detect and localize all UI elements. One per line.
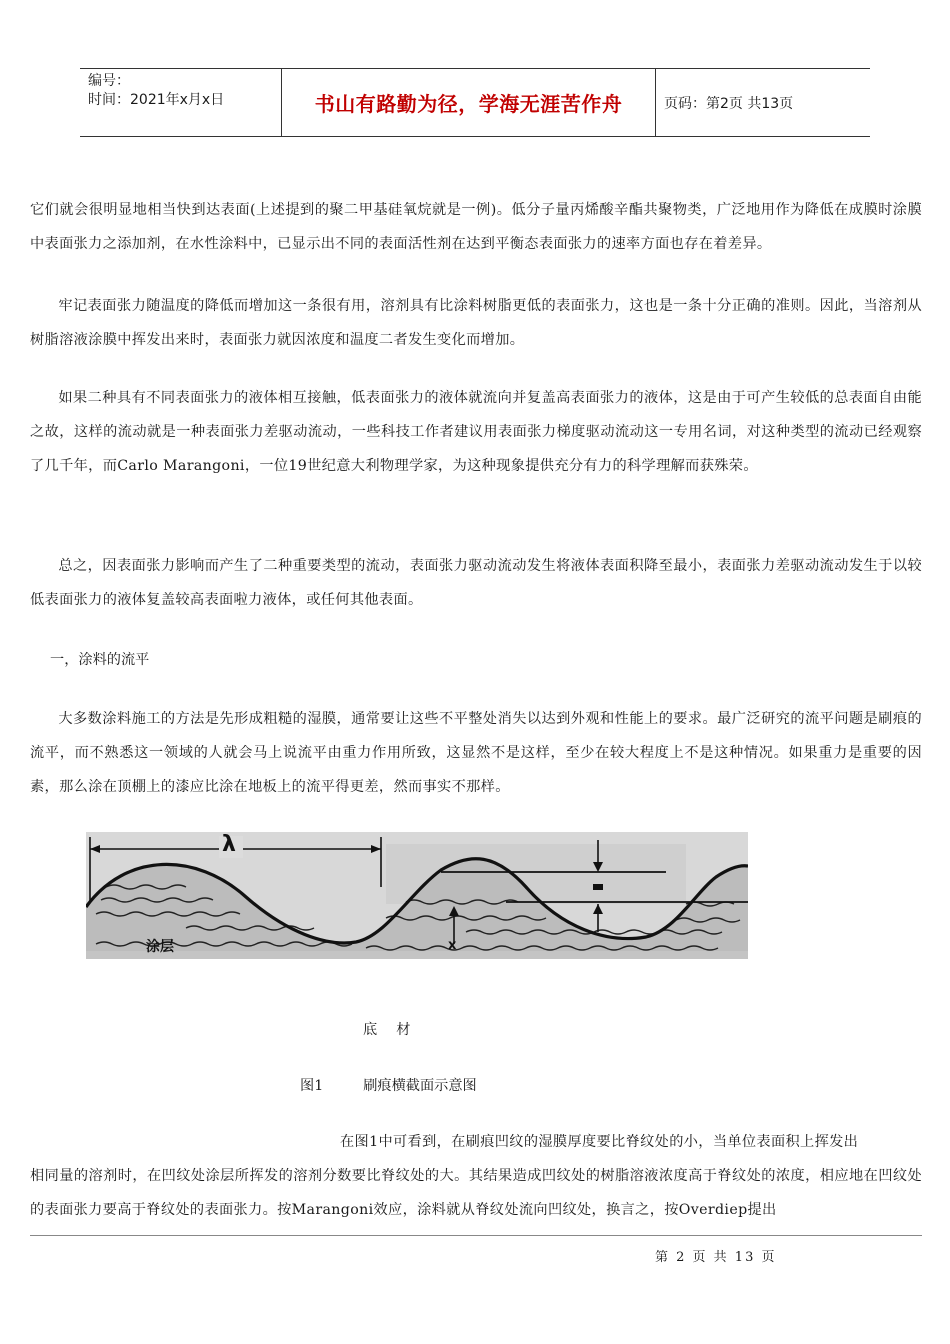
paragraph-4: 总之，因表面张力影响而产生了二种重要类型的流动，表面张力驱动流动发生将液体表面积降至最小，表面张力差驱动流动发生于以较低表面张力的液体复盖较高表面啦力液体，或任何其他表面。 — [30, 558, 922, 608]
header-motto-cell — [281, 69, 656, 136]
figure-title: 刷痕横截面示意图 — [363, 1078, 477, 1094]
lambda-label: λ — [222, 832, 236, 857]
page-footer: 第 2 页 共 13 页 — [655, 1250, 777, 1265]
header-page-info: 页码：第2页 共13页 — [664, 95, 794, 112]
page-header — [80, 68, 870, 137]
brush-mark-diagram — [86, 832, 748, 959]
substrate-label-b: 材 — [396, 1022, 412, 1038]
header-motto: 书山有路勤为径，学海无涯苦作舟 — [314, 92, 623, 116]
figure-number: 图1 — [300, 1078, 324, 1094]
paragraph-6 — [30, 1125, 922, 1227]
coating-label: 涂层 — [146, 939, 174, 955]
paragraph-6-lead: 在图1中可看到，在刷痕凹纹的湿膜厚度要比脊纹处的小，当单位表面积上挥发出 — [340, 1134, 859, 1150]
header-time-label: 时间：2021年x月x日 — [88, 92, 225, 108]
paragraph-3: 如果二种具有不同表面张力的液体相互接触，低表面张力的液体就流向并复盖高表面张力的液体，这是由于可产生较低的总表面自由能之故，这样的流动就是一种表面张力差驱动流动，一些科技工作者建议用表面张力梯度驱动流动这一专用名词，对这种类型的流动已经观察了几千年，而Carlo Marangoni，一位19世纪意大利物理学家，为这种现象提供充分有力的科学理解而获殊荣。 — [30, 390, 922, 474]
x-label: x — [448, 938, 457, 953]
figure-caption — [300, 1075, 477, 1095]
header-number-label: 编号： — [88, 73, 130, 89]
paragraph-6-rest: 相同量的溶剂时，在凹纹处涂层所挥发的溶剂分数要比脊纹处的大。其结果造成凹纹处的树脂溶液浓度高于脊纹处的浓度，相应地在凹纹处的表面张力要高于脊纹处的表面张力。按Marangoni效应，涂料就从脊纹处流向凹纹处，换言之，按Overdiep提出 — [30, 1168, 922, 1218]
substrate-label-a: 底 — [363, 1022, 379, 1038]
section-heading: 一，涂料的流平 — [50, 652, 150, 668]
paragraph-2: 牢记表面张力随温度的降低而增加这一条很有用，溶剂具有比涂料树脂更低的表面张力，这也是一条十分正确的准则。因此，当溶剂从树脂溶液涂膜中挥发出来时，表面张力就因浓度和温度二者发生变化而增加。 — [30, 298, 922, 348]
footer-divider — [30, 1235, 922, 1236]
paragraph-1: 它们就会很明显地相当快到达表面(上述提到的聚二甲基硅氧烷就是一例)。低分子量丙烯酸辛酯共聚物类，广泛地用作为降低在成膜时涂膜中表面张力之添加剂，在水性涂料中，已显示出不同的表面活性剂在达到平衡态表面张力的速率方面也存在着差异。 — [30, 202, 922, 252]
paragraph-5: 大多数涂料施工的方法是先形成粗糙的湿膜，通常要让这些不平整处消失以达到外观和性能上的要求。最广泛研究的流平问题是刷痕的流平，而不熟悉这一领域的人就会马上说流平由重力作用所致，这显然不是这样，至少在较大程度上不是这种情况。如果重力是重要的因素，那么涂在顶棚上的漆应比涂在地板上的流平得更差，然而事实不那样。 — [30, 711, 922, 795]
brush-mark-figure — [86, 832, 748, 959]
substrate-label — [363, 1019, 411, 1039]
header-meta — [80, 69, 281, 136]
